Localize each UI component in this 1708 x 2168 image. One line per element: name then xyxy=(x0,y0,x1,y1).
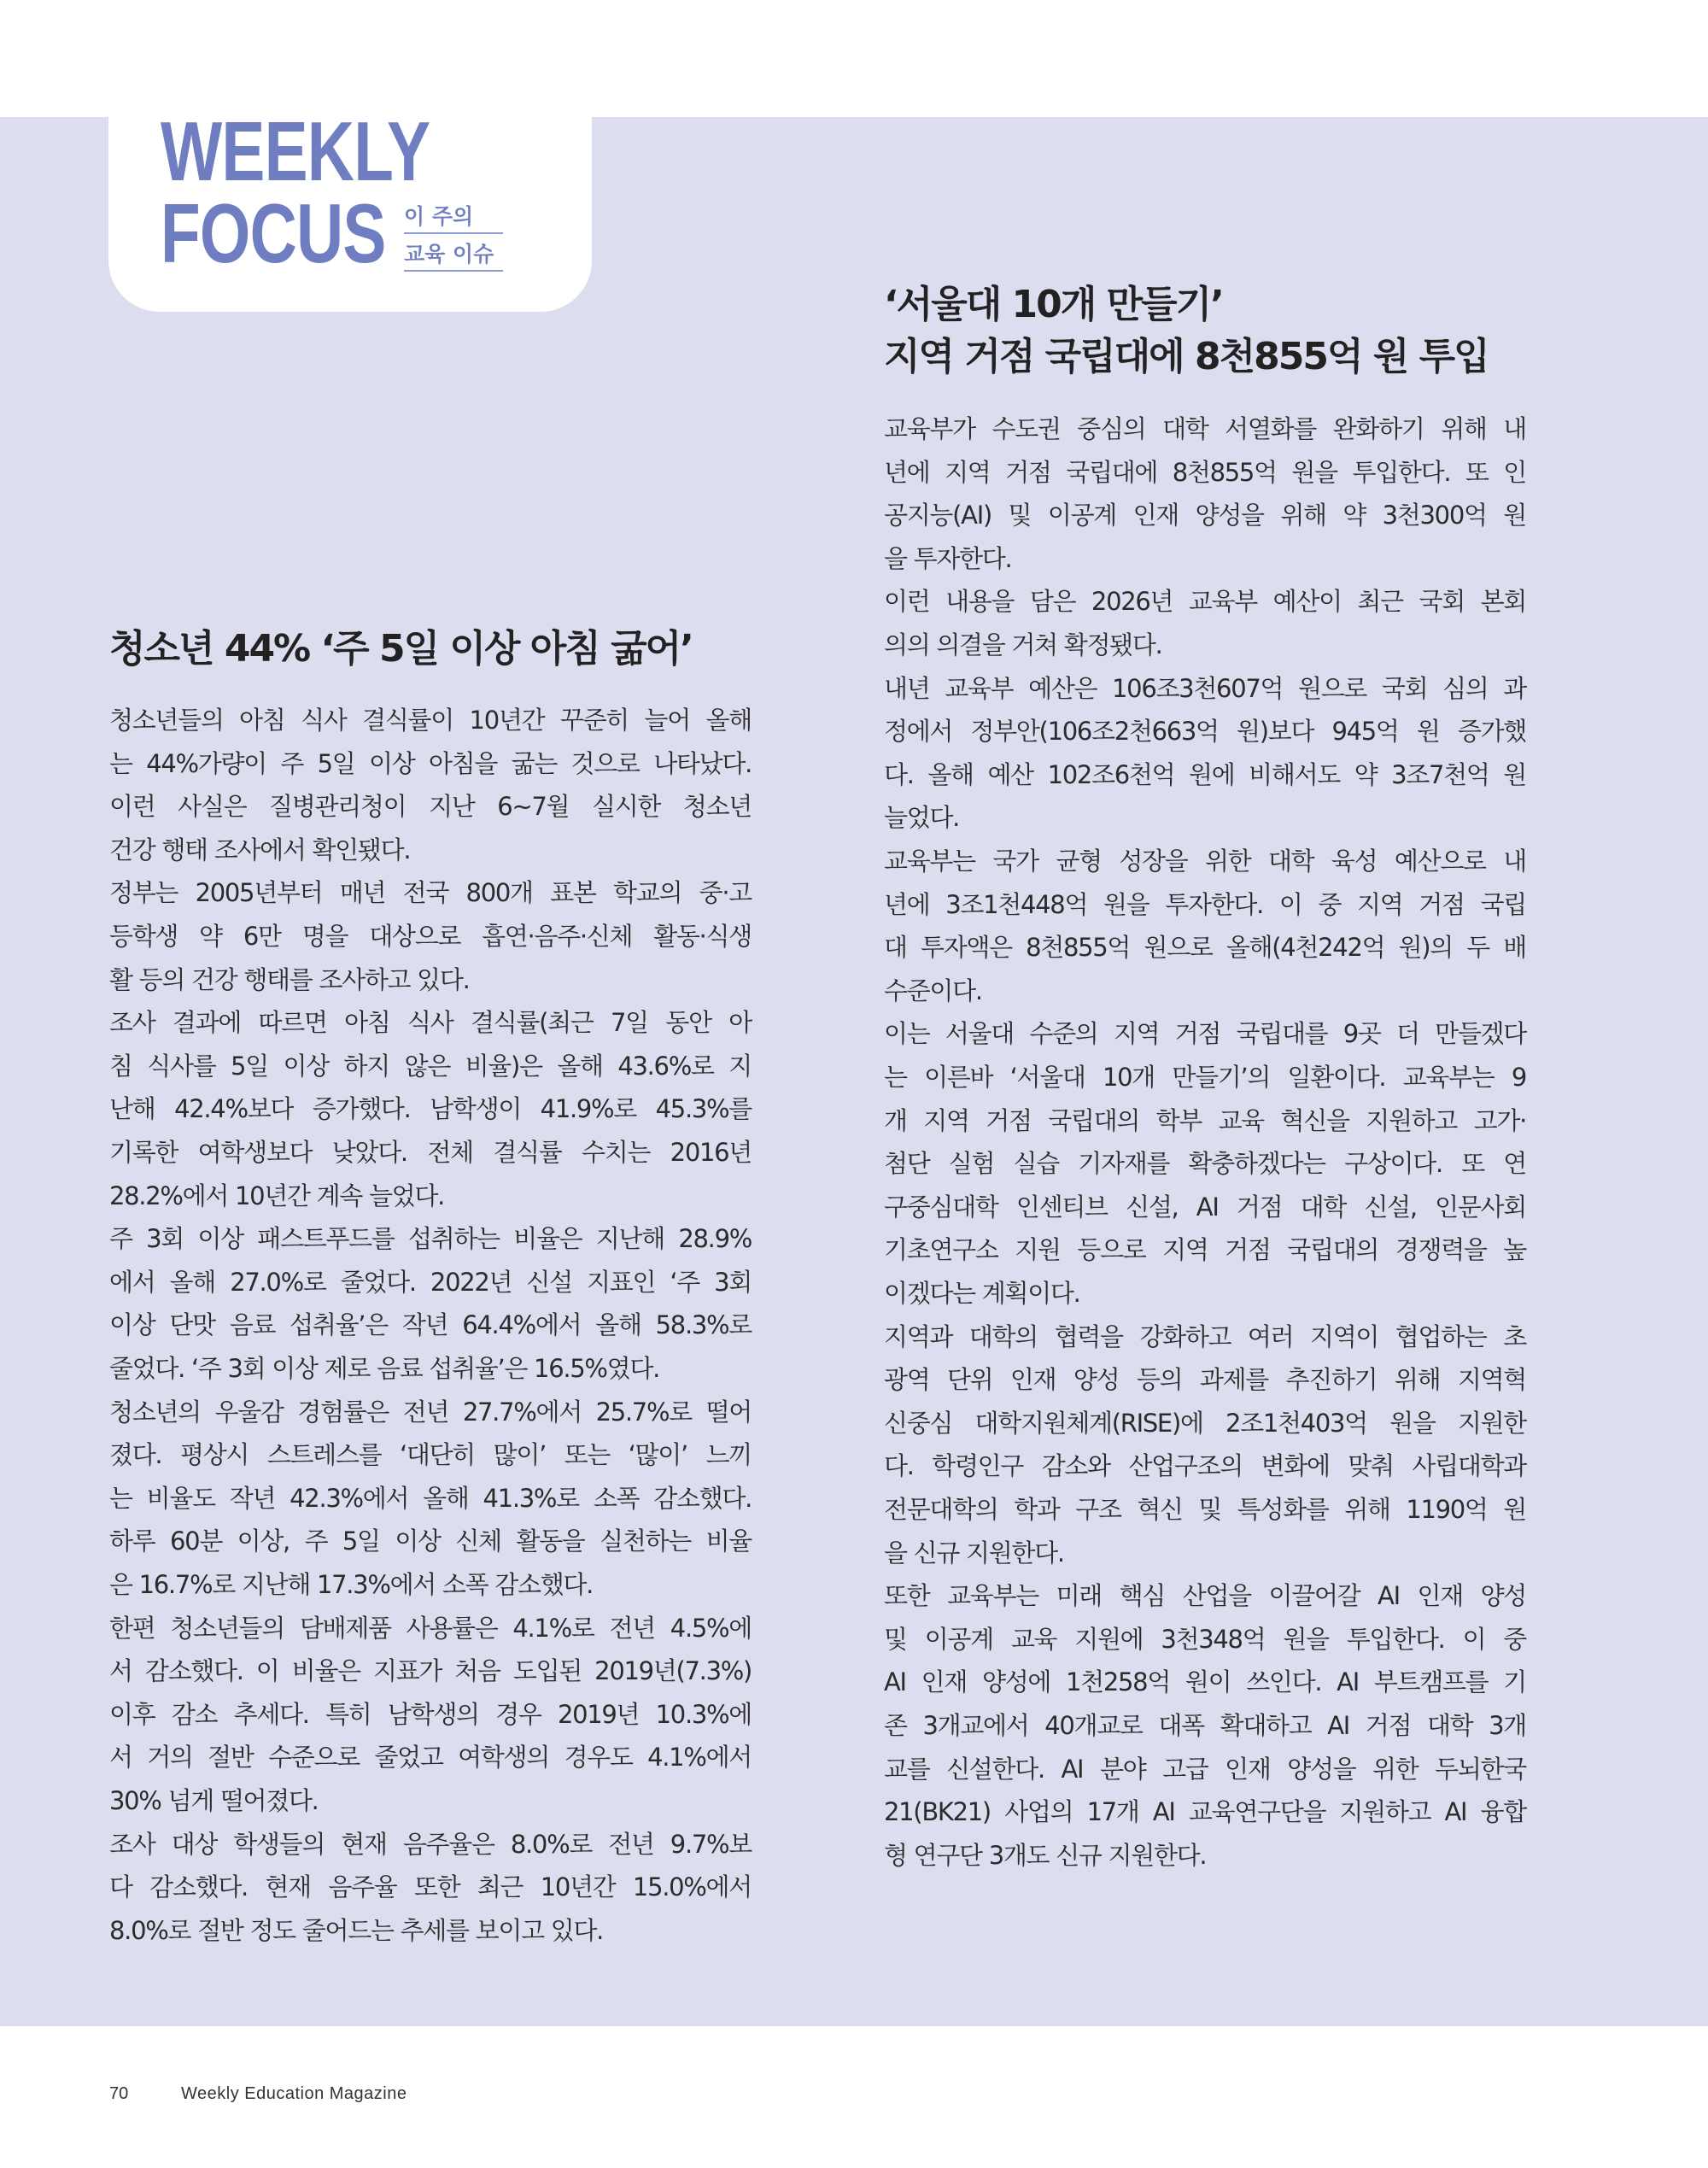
body-line: 전문대학의 학과 구조 혁신 및 특성화를 위해 1190억 원 xyxy=(884,1495,1526,1524)
body-line: 첨단 실험 실습 기자재를 확충하겠다는 구상이다. 또 연 xyxy=(884,1149,1526,1179)
body-line: 지역과 대학의 협력을 강화하고 여러 지역이 협업하는 초 xyxy=(884,1321,1526,1351)
kicker-line-1: 이 주의 xyxy=(404,198,503,234)
body-line: 형 연구단 3개도 신규 지원한다. xyxy=(884,1840,1207,1870)
body-line: 공지능(AI) 및 이공계 인재 양성을 위해 약 3천300억 원 xyxy=(884,501,1526,530)
body-line: 구중심대학 인센티브 신설, AI 거점 대학 신설, 인문사회 xyxy=(884,1192,1526,1222)
body-line: 기록한 여학생보다 낮았다. 전체 결식률 수치는 2016년 xyxy=(109,1138,752,1167)
magazine-name: Weekly Education Magazine xyxy=(181,2084,407,2103)
body-line: 내년 교육부 예산은 106조3천607억 원으로 국회 심의 과 xyxy=(884,673,1526,703)
body-line: 건강 행태 조사에서 확인됐다. xyxy=(109,835,411,864)
body-line: 등학생 약 6만 명을 대상으로 흡연·음주·신체 활동·식생 xyxy=(109,922,752,951)
body-line: 대 투자액은 8천855억 원으로 올해(4천242억 원)의 두 배 xyxy=(884,933,1526,963)
brand-line-weekly: WEEKLY xyxy=(161,104,430,198)
body-line: 이런 사실은 질병관리청이 지난 6∼7월 실시한 청소년 xyxy=(109,792,752,822)
body-line: 존 3개교에서 40개교로 대폭 확대하고 AI 거점 대학 3개 xyxy=(884,1711,1526,1740)
body-line: 8.0%로 절반 정도 줄어드는 추세를 보이고 있다. xyxy=(109,1915,604,1945)
body-line: 다. 학령인구 감소와 산업구조의 변화에 맞춰 사립대학과 xyxy=(884,1451,1526,1481)
left-article-title: 청소년 44% ‘주 5일 이상 아침 굶어’ xyxy=(109,627,693,671)
body-line: 활 등의 건강 행태를 조사하고 있다. xyxy=(109,964,470,994)
body-line: 이겠다는 계획이다. xyxy=(884,1279,1080,1308)
body-line: 는 44%가량이 주 5일 이상 아침을 굶는 것으로 나타났다. xyxy=(109,748,752,778)
body-line: 년에 지역 거점 국립대에 8천855억 원을 투입한다. 또 인 xyxy=(884,457,1526,487)
kicker-line-2: 교육 이슈 xyxy=(404,236,503,272)
body-line: 교를 신설한다. AI 분야 고급 인재 양성을 위한 두뇌한국 xyxy=(884,1754,1526,1784)
body-line: 년에 3조1천448억 원을 투자한다. 이 중 지역 거점 국립 xyxy=(884,889,1526,919)
body-line: 는 비율도 작년 42.3%에서 올해 41.3%로 소폭 감소했다. xyxy=(109,1483,752,1513)
body-line: 이후 감소 추세다. 특히 남학생의 경우 2019년 10.3%에 xyxy=(109,1699,752,1729)
body-line: 조사 결과에 따르면 아침 식사 결식률(최근 7일 동안 아 xyxy=(109,1008,752,1038)
body-line: 이런 내용을 담은 2026년 교육부 예산이 최근 국회 본회 xyxy=(884,587,1526,617)
body-line: 다 감소했다. 현재 음주율 또한 최근 10년간 15.0%에서 xyxy=(109,1872,752,1902)
body-line: 개 지역 거점 국립대의 학부 교육 혁신을 지원하고 고가· xyxy=(884,1105,1526,1135)
body-line: 청소년들의 아침 식사 결식률이 10년간 꾸준히 늘어 올해 xyxy=(109,706,752,735)
body-line: 다. 올해 예산 102조6천억 원에 비해서도 약 3조7천억 원 xyxy=(884,759,1526,789)
body-line: 교육부는 국가 균형 성장을 위한 대학 육성 예산으로 내 xyxy=(884,847,1526,876)
body-line: 의의 의결을 거쳐 확정됐다. xyxy=(884,630,1162,659)
right-article-title-line1: ‘서울대 10개 만들기’ xyxy=(884,283,1223,326)
section-kicker xyxy=(404,198,503,273)
body-line: 서 거의 절반 수준으로 줄었고 여학생의 경우도 4.1%에서 xyxy=(109,1743,752,1772)
body-line: 는 이른바 ‘서울대 10개 만들기’의 일환이다. 교육부는 9 xyxy=(884,1063,1526,1092)
body-line: 조사 대상 학생들의 현재 음주율은 8.0%로 전년 9.7%보 xyxy=(109,1829,752,1859)
body-line: 하루 60분 이상, 주 5일 이상 신체 활동을 실천하는 비율 xyxy=(109,1526,752,1556)
body-line: 서 감소했다. 이 비율은 지표가 처음 도입된 2019년(7.3%) xyxy=(109,1656,752,1686)
body-line: 28.2%에서 10년간 계속 늘었다. xyxy=(109,1181,445,1210)
body-line: 기초연구소 지원 등으로 지역 거점 국립대의 경쟁력을 높 xyxy=(884,1235,1526,1265)
body-line: AI 인재 양성에 1천258억 원이 쓰인다. AI 부트캠프를 기 xyxy=(884,1667,1526,1697)
body-line: 난해 42.4%보다 증가했다. 남학생이 41.9%로 45.3%를 xyxy=(109,1094,752,1124)
body-line: 30% 넘게 떨어졌다. xyxy=(109,1786,319,1815)
body-line: 정부는 2005년부터 매년 전국 800개 표본 학교의 중·고 xyxy=(109,878,752,908)
brand-line-focus: FOCUS xyxy=(161,186,386,280)
right-article-title-line2: 지역 거점 국립대에 8천855억 원 투입 xyxy=(884,335,1489,378)
body-line: 주 3회 이상 패스트푸드를 섭취하는 비율은 지난해 28.9% xyxy=(109,1224,752,1254)
body-line: 침 식사를 5일 이상 하지 않은 비율)은 올해 43.6%로 지 xyxy=(109,1051,752,1081)
body-line: 청소년의 우울감 경험률은 전년 27.7%에서 25.7%로 떨어 xyxy=(109,1397,752,1427)
body-line: 광역 단위 인재 양성 등의 과제를 추진하기 위해 지역혁 xyxy=(884,1365,1526,1395)
body-line: 21(BK21) 사업의 17개 AI 교육연구단을 지원하고 AI 융합 xyxy=(884,1797,1526,1827)
body-line: 교육부가 수도권 중심의 대학 서열화를 완화하기 위해 내 xyxy=(884,414,1526,443)
body-line: 줄었다. ‘주 3회 이상 제로 음료 섭취율’은 16.5%였다. xyxy=(109,1354,660,1383)
body-line: 을 신규 지원한다. xyxy=(884,1538,1064,1567)
body-line: 수준이다. xyxy=(884,976,982,1005)
body-line: 한편 청소년들의 담배제품 사용률은 4.1%로 전년 4.5%에 xyxy=(109,1613,752,1643)
page-number: 70 xyxy=(109,2084,129,2103)
body-line: 정에서 정부안(106조2천663억 원)보다 945억 원 증가했 xyxy=(884,717,1526,747)
body-line: 및 이공계 교육 지원에 3천348억 원을 투입한다. 이 중 xyxy=(884,1624,1526,1654)
body-line: 을 투자한다. xyxy=(884,543,1012,573)
body-line: 에서 올해 27.0%로 줄었다. 2022년 신설 지표인 ‘주 3회 xyxy=(109,1267,752,1297)
body-line: 또한 교육부는 미래 핵심 산업을 이끌어갈 AI 인재 양성 xyxy=(884,1581,1526,1611)
body-line: 신중심 대학지원체계(RISE)에 2조1천403억 원을 지원한 xyxy=(884,1408,1526,1438)
body-line: 늘었다. xyxy=(884,803,960,833)
body-line: 이상 단맛 음료 섭취율’은 작년 64.4%에서 올해 58.3%로 xyxy=(109,1310,752,1340)
body-line: 졌다. 평상시 스트레스를 ‘대단히 많이’ 또는 ‘많이’ 느끼 xyxy=(109,1440,752,1470)
body-line: 이는 서울대 수준의 지역 거점 국립대를 9곳 더 만들겠다 xyxy=(884,1019,1526,1049)
body-line: 은 16.7%로 지난해 17.3%에서 소폭 감소했다. xyxy=(109,1570,594,1599)
